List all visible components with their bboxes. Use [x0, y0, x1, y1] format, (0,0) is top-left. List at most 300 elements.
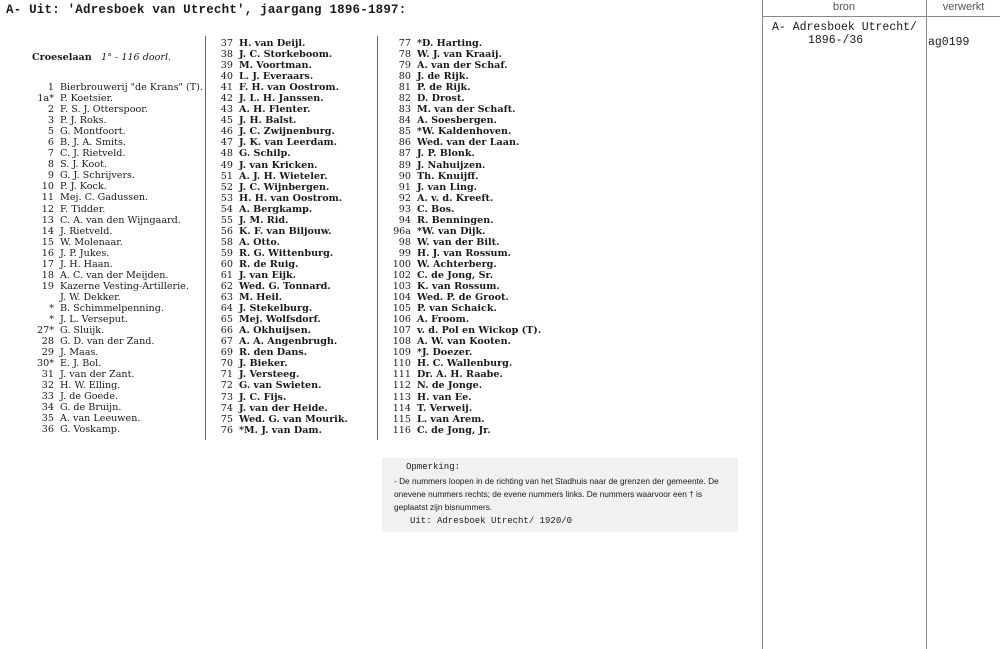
address-row [387, 414, 547, 425]
address-row [387, 171, 547, 182]
house-number: 16 [41, 247, 54, 259]
address-row [215, 137, 375, 148]
house-number: 85 [398, 126, 411, 138]
address-row [28, 380, 203, 391]
house-number: 14 [41, 225, 54, 237]
resident-name: W. J. van Kraaij. [417, 49, 502, 61]
column-divider [377, 36, 378, 440]
house-number: 107 [392, 325, 411, 337]
address-row [387, 160, 547, 171]
resident-name: B. Schimmelpenning. [60, 302, 164, 314]
address-row [28, 270, 203, 281]
resident-name: G. Schilp. [239, 148, 291, 160]
address-row [387, 314, 547, 325]
address-row [215, 270, 375, 281]
address-row [387, 248, 547, 259]
address-row [387, 93, 547, 104]
resident-name: J. de Rijk. [417, 71, 469, 83]
resident-name: M. van der Schaft. [417, 104, 516, 116]
house-number [28, 292, 54, 303]
address-row [215, 403, 375, 414]
panel-header-border [762, 16, 1000, 17]
address-row [215, 369, 375, 380]
resident-name: A. C. van der Meijden. [60, 269, 169, 281]
address-row [28, 336, 203, 347]
address-row [387, 336, 547, 347]
resident-name: P. van Schaick. [417, 303, 497, 315]
house-number: 96a [393, 225, 411, 237]
house-number: 1a* [37, 93, 54, 105]
address-row [387, 60, 547, 71]
address-row [387, 292, 547, 303]
resident-name: J. H. Haan. [60, 258, 113, 270]
street-header [32, 52, 171, 63]
resident-name: *D. Harting. [417, 38, 483, 49]
address-row [387, 325, 547, 336]
house-number: 34 [41, 402, 54, 414]
resident-name: B. J. A. Smits. [60, 137, 126, 149]
resident-name: G. J. Schrijvers. [60, 170, 136, 182]
house-number: 11 [41, 192, 54, 204]
resident-name: J. C. Wijnbergen. [239, 181, 330, 193]
column-divider [205, 36, 206, 440]
resident-name: D. Drost. [417, 93, 465, 105]
address-row [215, 314, 375, 325]
address-row [387, 126, 547, 137]
resident-name: C. Bos. [417, 203, 455, 215]
street-name: Croeselaan [32, 52, 92, 63]
resident-name: J. K. van Leerdam. [239, 137, 338, 149]
address-row [215, 281, 375, 292]
resident-name: J. M. Rid. [239, 214, 289, 226]
resident-name: P. J. Roks. [60, 115, 107, 127]
house-number: 72 [220, 380, 233, 392]
resident-name: J. H. Balst. [239, 115, 297, 127]
house-number: 66 [220, 325, 233, 337]
resident-name: Bierbrouwerij "de Krans" (T). [60, 82, 203, 93]
page-title: A- Uit: 'Adresboek van Utrecht', jaargang 1896-1897: [6, 3, 407, 17]
house-number: 5 [47, 126, 54, 138]
house-number: 105 [392, 303, 411, 315]
house-number: 92 [398, 192, 411, 204]
house-number: 63 [220, 292, 233, 304]
address-row [387, 347, 547, 358]
house-number: 73 [220, 391, 233, 403]
house-number: 91 [398, 181, 411, 193]
resident-name: A. Bergkamp. [239, 203, 313, 215]
resident-name: K. van Rossum. [417, 281, 500, 293]
resident-name: P. J. Kock. [60, 181, 107, 193]
resident-name: Kazerne Vesting-Artillerie. [60, 280, 189, 292]
address-row [215, 60, 375, 71]
resident-name: A. Otto. [239, 236, 280, 248]
house-number: 17 [41, 258, 54, 270]
address-row [387, 137, 547, 148]
resident-name: T. Verweij. [417, 402, 473, 414]
house-number: 102 [392, 269, 411, 281]
house-number: 81 [398, 82, 411, 94]
house-number: 27* [36, 325, 54, 337]
address-row [215, 425, 375, 436]
house-number: 18 [41, 269, 54, 281]
resident-name: F. S. J. Otterspoor. [60, 104, 148, 116]
resident-name: J. Stekelburg. [239, 303, 313, 315]
resident-name: P. Koetsier. [60, 93, 114, 105]
address-row [215, 325, 375, 336]
resident-name: J. C. Storkeboom. [239, 49, 333, 61]
house-number: 116 [392, 424, 411, 436]
address-row [387, 82, 547, 93]
resident-name: L. J. Everaars. [239, 71, 314, 83]
house-number: * [49, 302, 54, 314]
address-row [28, 192, 203, 203]
address-row [215, 115, 375, 126]
resident-name: R. de Ruig. [239, 258, 299, 270]
address-row [387, 49, 547, 60]
address-row [28, 424, 203, 435]
address-row [387, 204, 547, 215]
address-row [28, 303, 203, 314]
resident-name: R. G. Wittenburg. [239, 247, 334, 259]
street-range: 1° - 116 doorl. [101, 52, 172, 63]
house-number: 80 [398, 71, 411, 83]
resident-name: A. Froom. [417, 314, 470, 326]
resident-name: E. J. Bol. [60, 358, 102, 370]
header-verwerkt: verwerkt [942, 1, 985, 13]
resident-name: J. van Ling. [417, 181, 477, 193]
house-number: 9 [47, 170, 54, 182]
house-number: 33 [41, 391, 54, 403]
bron-line-1: A- Adresboek Utrecht/ [772, 21, 917, 34]
resident-name: J. van der Heide. [239, 402, 328, 414]
address-row [387, 237, 547, 248]
house-number: 84 [398, 115, 411, 127]
house-number: 79 [398, 60, 411, 72]
address-row [28, 369, 203, 380]
house-number: * [49, 313, 54, 325]
house-number: 40 [220, 71, 233, 83]
resident-name: v. d. Pol en Wickop (T). [417, 325, 542, 337]
house-number: 77 [398, 38, 411, 49]
resident-name: *W. Kaldenhoven. [417, 126, 512, 138]
resident-name: W. Molenaar. [60, 236, 123, 248]
resident-name: J. W. Dekker. [60, 291, 121, 303]
resident-name: A. v. d. Kreeft. [417, 192, 494, 204]
resident-name: C. J. Rietveld. [60, 148, 126, 160]
house-number: 109 [392, 347, 411, 359]
address-row [28, 126, 203, 137]
address-column-2 [215, 38, 375, 436]
resident-name: C. A. van den Wijngaard. [60, 214, 181, 226]
resident-name: H. C. Wallenburg. [417, 358, 513, 370]
house-number: 90 [398, 170, 411, 182]
house-number: 1 [47, 82, 54, 93]
house-number: 39 [220, 60, 233, 72]
resident-name: Wed. G. Tonnard. [239, 281, 331, 293]
address-row [28, 204, 203, 215]
house-number: 60 [220, 258, 233, 270]
house-number: 2 [47, 104, 54, 116]
address-row [215, 148, 375, 159]
address-row [28, 148, 203, 159]
panel-divider [926, 0, 927, 649]
house-number: 31 [41, 369, 54, 381]
address-row [387, 182, 547, 193]
house-number: 58 [220, 236, 233, 248]
resident-name: Wed. G. van Mourik. [239, 413, 348, 425]
resident-name: F. Tidder. [60, 203, 106, 215]
house-number: 65 [220, 314, 233, 326]
house-number: 70 [220, 358, 233, 370]
address-row [28, 159, 203, 170]
resident-name: A. J. H. Wieteler. [239, 170, 328, 182]
resident-name: G. Montfoort. [60, 126, 126, 138]
house-number: 6 [47, 137, 54, 149]
house-number: 74 [220, 402, 233, 414]
resident-name: N. de Jonge. [417, 380, 483, 392]
address-row [215, 380, 375, 391]
address-row [387, 392, 547, 403]
note-text: - De nummers loopen in de richting van het Stadhuis naar de grenzen der gemeente. De onevene nummers rechts; de evene nummers links. De nummers waarvoor een † is geplaatst zijn bisnummers. [394, 476, 719, 512]
address-row [28, 391, 203, 402]
house-number: 67 [220, 336, 233, 348]
resident-name: J. Maas. [60, 347, 99, 359]
house-number: 29 [41, 347, 54, 359]
house-number: 35 [41, 413, 54, 425]
address-row [215, 347, 375, 358]
resident-name: G. D. van der Zand. [60, 336, 155, 348]
house-number: 8 [47, 159, 54, 171]
address-row [28, 325, 203, 336]
resident-name: *M. J. van Dam. [239, 424, 322, 436]
resident-name: C. de Jong, Sr. [417, 269, 494, 281]
address-column-3 [387, 38, 547, 436]
house-number: 62 [220, 281, 233, 293]
address-row [28, 413, 203, 424]
house-number: 48 [220, 148, 233, 160]
address-row [28, 281, 203, 292]
address-row [387, 148, 547, 159]
panel-border-left [762, 0, 763, 649]
resident-name: W. van der Bilt. [417, 236, 500, 248]
resident-name: J. P. Jukes. [60, 247, 110, 259]
resident-name: R. den Dans. [239, 347, 308, 359]
address-row [387, 104, 547, 115]
resident-name: J. Bieker. [239, 358, 288, 370]
address-row [387, 215, 547, 226]
house-number: 19 [41, 280, 54, 292]
metadata-panel [762, 0, 1000, 649]
note-box [382, 458, 738, 532]
house-number: 30* [36, 358, 54, 370]
house-number: 82 [398, 93, 411, 105]
house-number: 71 [220, 369, 233, 381]
address-row [215, 204, 375, 215]
resident-name: H. J. van Rossum. [417, 247, 511, 259]
address-row [28, 402, 203, 413]
resident-name: *W. van Dijk. [417, 225, 486, 237]
address-row [387, 115, 547, 126]
address-row [215, 226, 375, 237]
resident-name: M. Heil. [239, 292, 283, 304]
resident-name: A. H. Flenter. [239, 104, 311, 116]
resident-name: H. van Ee. [417, 391, 472, 403]
house-number: 110 [392, 358, 411, 370]
address-row [215, 38, 375, 49]
resident-name: J. L. Verseput. [60, 313, 128, 325]
address-row [28, 215, 203, 226]
address-row [28, 259, 203, 270]
address-row [387, 38, 547, 49]
address-row [28, 115, 203, 126]
house-number: 93 [398, 203, 411, 215]
resident-name: J. Rietveld. [60, 225, 113, 237]
note-title: Opmerking: [406, 462, 461, 472]
resident-name: A. Okhuijsen. [239, 325, 312, 337]
resident-name: H. H. van Oostrom. [239, 192, 343, 204]
resident-name: M. Voortman. [239, 60, 312, 72]
address-row [28, 181, 203, 192]
address-row [28, 93, 203, 104]
house-number: 53 [220, 192, 233, 204]
house-number: 36 [41, 424, 54, 436]
house-number: 112 [392, 380, 411, 392]
address-row [215, 193, 375, 204]
address-row [215, 358, 375, 369]
house-number: 87 [398, 148, 411, 160]
resident-name: A. Soesbergen. [417, 115, 497, 127]
resident-name: G. van Swieten. [239, 380, 322, 392]
resident-name: C. de Jong, Jr. [417, 424, 491, 436]
house-number: 49 [220, 159, 233, 171]
house-number: 89 [398, 159, 411, 171]
resident-name: J. van Eijk. [239, 269, 296, 281]
house-number: 12 [41, 203, 54, 215]
house-number: 61 [220, 269, 233, 281]
address-row [215, 126, 375, 137]
house-number: 94 [398, 214, 411, 226]
house-number: 115 [392, 413, 411, 425]
address-row [28, 237, 203, 248]
resident-name: A. van der Schaf. [417, 60, 508, 72]
address-row [28, 347, 203, 358]
house-number: 3 [47, 115, 54, 127]
house-number: 55 [220, 214, 233, 226]
resident-name: Th. Knuijff. [417, 170, 479, 182]
house-number: 86 [398, 137, 411, 149]
house-number: 41 [220, 82, 233, 94]
resident-name: P. de Rijk. [417, 82, 471, 94]
house-number: 51 [220, 170, 233, 182]
address-row [387, 380, 547, 391]
address-row [387, 71, 547, 82]
house-number: 43 [220, 104, 233, 116]
resident-name: G. Voskamp. [60, 424, 120, 436]
house-number: 15 [41, 236, 54, 248]
address-row [28, 82, 203, 93]
house-number: 46 [220, 126, 233, 138]
house-number: 10 [41, 181, 54, 193]
address-row [215, 292, 375, 303]
address-row [215, 336, 375, 347]
note-source: Uit: Adresboek Utrecht/ 1920/0 [410, 516, 573, 526]
resident-name: K. F. van Biljouw. [239, 225, 332, 237]
house-number: 38 [220, 49, 233, 61]
resident-name: J. van Kricken. [239, 159, 318, 171]
house-number: 37 [220, 38, 233, 49]
resident-name: Wed. P. de Groot. [417, 292, 509, 304]
address-row [215, 104, 375, 115]
house-number: 103 [392, 281, 411, 293]
bron-value [772, 21, 926, 47]
resident-name: A. A. Angenbrugh. [239, 336, 338, 348]
house-number: 42 [220, 93, 233, 105]
resident-name: L. van Arem. [417, 413, 485, 425]
house-number: 78 [398, 49, 411, 61]
house-number: 52 [220, 181, 233, 193]
house-number: 111 [392, 369, 411, 381]
house-number: 45 [220, 115, 233, 127]
resident-name: J. de Goede. [60, 391, 119, 403]
resident-name: H. van Deijl. [239, 38, 306, 49]
address-row [215, 414, 375, 425]
house-number: 59 [220, 247, 233, 259]
address-row [215, 215, 375, 226]
verwerkt-value: ag0199 [928, 36, 970, 49]
address-row [28, 170, 203, 181]
resident-name: R. Benningen. [417, 214, 494, 226]
address-row [28, 137, 203, 148]
address-row [215, 248, 375, 259]
resident-name: Mej. C. Gadussen. [60, 192, 149, 204]
address-row [387, 226, 547, 237]
house-number: 98 [398, 236, 411, 248]
resident-name: W. Achterberg. [417, 258, 497, 270]
address-row [215, 303, 375, 314]
resident-name: J. van der Zant. [60, 369, 135, 381]
resident-name: Wed. van der Laan. [417, 137, 520, 149]
address-row [387, 425, 547, 436]
resident-name: F. H. van Oostrom. [239, 82, 339, 94]
address-row [387, 281, 547, 292]
resident-name: H. W. Elling. [60, 380, 121, 392]
address-row [387, 303, 547, 314]
address-row [215, 93, 375, 104]
resident-name: J. C. Fijs. [239, 391, 287, 403]
house-number: 69 [220, 347, 233, 359]
bron-line-2: 1896-/36 [808, 34, 864, 47]
address-row [215, 171, 375, 182]
house-number: 32 [41, 380, 54, 392]
resident-name: Mej. Wolfsdorf. [239, 314, 321, 326]
resident-name: G. Sluijk. [60, 325, 105, 337]
resident-name: J. C. Zwijnenburg. [239, 126, 335, 138]
address-row [215, 259, 375, 270]
address-row [28, 292, 203, 303]
house-number: 28 [41, 336, 54, 348]
house-number: 75 [220, 413, 233, 425]
address-column-1 [28, 38, 203, 436]
house-number: 7 [47, 148, 54, 160]
house-number: 104 [392, 292, 411, 304]
address-row [28, 226, 203, 237]
address-row [387, 193, 547, 204]
resident-name: G. de Bruijn. [60, 402, 122, 414]
house-number: 100 [392, 258, 411, 270]
house-number: 76 [220, 424, 233, 436]
address-row [215, 392, 375, 403]
resident-name: J. L. H. Janssen. [239, 93, 324, 105]
